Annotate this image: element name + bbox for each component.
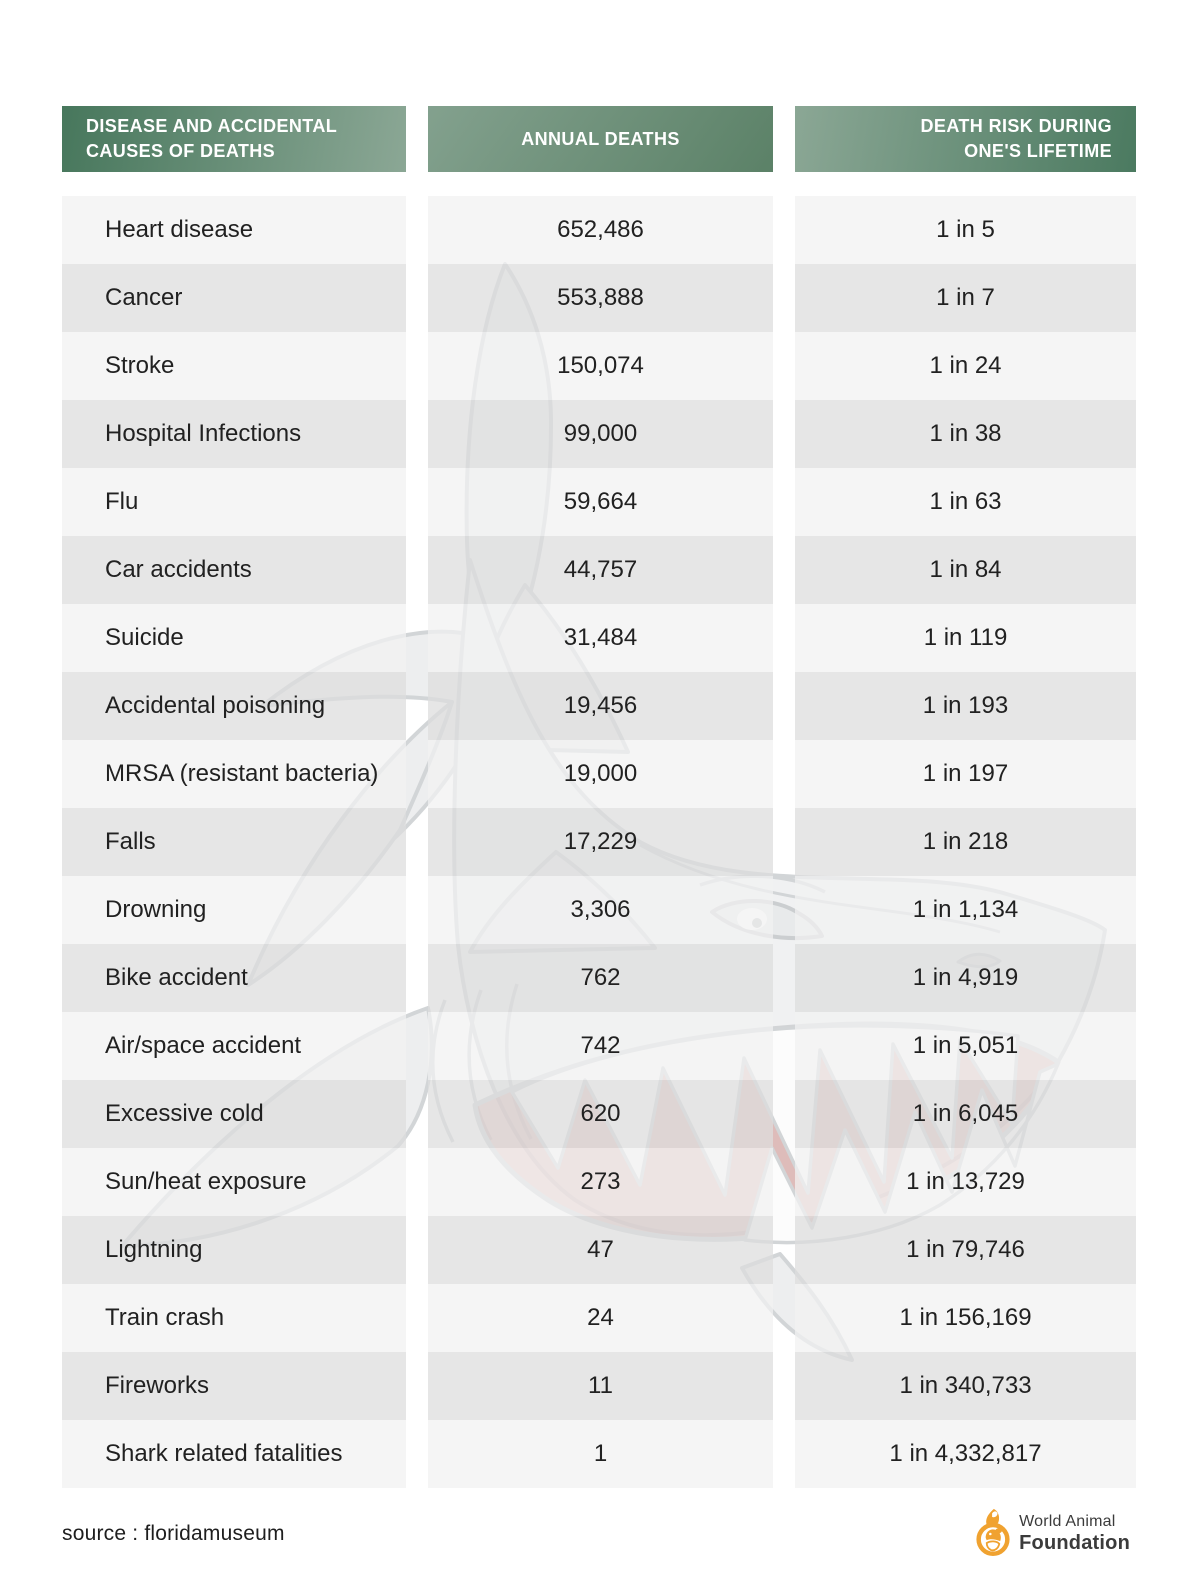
cause-cell: MRSA (resistant bacteria)	[62, 740, 406, 808]
lifetime-risk-cell: 1 in 156,169	[795, 1284, 1136, 1352]
lifetime-risk-cell: 1 in 4,332,817	[795, 1420, 1136, 1488]
cause-cell: Heart disease	[62, 196, 406, 264]
annual-deaths-cell: 3,306	[428, 876, 773, 944]
cause-cell: Air/space accident	[62, 1012, 406, 1080]
lifetime-risk-cell: 1 in 13,729	[795, 1148, 1136, 1216]
waf-logo-text	[1019, 1513, 1130, 1554]
lifetime-risk-cell: 1 in 197	[795, 740, 1136, 808]
cause-cell: Cancer	[62, 264, 406, 332]
source-credit: source : floridamuseum	[62, 1522, 285, 1545]
column-header-annual-deaths	[428, 106, 773, 172]
lifetime-risk-cell: 1 in 340,733	[795, 1352, 1136, 1420]
lifetime-risk-cell: 1 in 4,919	[795, 944, 1136, 1012]
lifetime-risk-cell: 1 in 79,746	[795, 1216, 1136, 1284]
world-animal-foundation-logo	[975, 1508, 1130, 1560]
column-header-lifetime-risk-line2: ONE'S LIFETIME	[964, 141, 1112, 161]
annual-deaths-cell: 620	[428, 1080, 773, 1148]
cause-cell: Suicide	[62, 604, 406, 672]
column-header-causes	[62, 106, 406, 172]
cause-cell: Sun/heat exposure	[62, 1148, 406, 1216]
lifetime-risk-cell: 1 in 193	[795, 672, 1136, 740]
lifetime-risk-cell: 1 in 1,134	[795, 876, 1136, 944]
annual-deaths-cell: 31,484	[428, 604, 773, 672]
annual-deaths-cell: 742	[428, 1012, 773, 1080]
column-header-annual-deaths-line1: ANNUAL DEATHS	[521, 128, 680, 149]
annual-deaths-cell: 150,074	[428, 332, 773, 400]
annual-deaths-cell: 17,229	[428, 808, 773, 876]
annual-deaths-cell: 11	[428, 1352, 773, 1420]
annual-deaths-cell: 553,888	[428, 264, 773, 332]
column-header-lifetime-risk-line1: DEATH RISK DURING	[920, 116, 1112, 136]
risk-table	[62, 106, 1137, 1488]
waf-logo-icon	[975, 1508, 1011, 1560]
annual-deaths-cell: 762	[428, 944, 773, 1012]
lifetime-risk-cell: 1 in 6,045	[795, 1080, 1136, 1148]
annual-deaths-cell: 1	[428, 1420, 773, 1488]
cause-cell: Hospital Infections	[62, 400, 406, 468]
waf-logo-line1: World Animal	[1019, 1513, 1116, 1531]
cause-cell: Car accidents	[62, 536, 406, 604]
annual-deaths-cell: 44,757	[428, 536, 773, 604]
cause-cell: Train crash	[62, 1284, 406, 1352]
lifetime-risk-cell: 1 in 24	[795, 332, 1136, 400]
footer	[62, 1502, 1130, 1566]
cause-cell: Bike accident	[62, 944, 406, 1012]
lifetime-risk-cell: 1 in 84	[795, 536, 1136, 604]
cause-cell: Falls	[62, 808, 406, 876]
annual-deaths-cell: 47	[428, 1216, 773, 1284]
cause-cell: Drowning	[62, 876, 406, 944]
annual-deaths-cell: 59,664	[428, 468, 773, 536]
cause-cell: Fireworks	[62, 1352, 406, 1420]
cause-cell: Lightning	[62, 1216, 406, 1284]
table-body	[62, 196, 1137, 1488]
cause-cell: Excessive cold	[62, 1080, 406, 1148]
lifetime-risk-cell: 1 in 218	[795, 808, 1136, 876]
lifetime-risk-cell: 1 in 63	[795, 468, 1136, 536]
annual-deaths-cell: 19,456	[428, 672, 773, 740]
column-header-causes-line2: CAUSES OF DEATHS	[86, 141, 276, 161]
annual-deaths-cell: 99,000	[428, 400, 773, 468]
lifetime-risk-cell: 1 in 38	[795, 400, 1136, 468]
cause-cell: Accidental poisoning	[62, 672, 406, 740]
annual-deaths-cell: 24	[428, 1284, 773, 1352]
table-header-row	[62, 106, 1137, 172]
cause-cell: Shark related fatalities	[62, 1420, 406, 1488]
lifetime-risk-cell: 1 in 7	[795, 264, 1136, 332]
lifetime-risk-cell: 1 in 5	[795, 196, 1136, 264]
lifetime-risk-cell: 1 in 119	[795, 604, 1136, 672]
waf-logo-line2: Foundation	[1019, 1531, 1130, 1554]
cause-cell: Stroke	[62, 332, 406, 400]
annual-deaths-cell: 273	[428, 1148, 773, 1216]
annual-deaths-cell: 652,486	[428, 196, 773, 264]
annual-deaths-cell: 19,000	[428, 740, 773, 808]
lifetime-risk-cell: 1 in 5,051	[795, 1012, 1136, 1080]
cause-cell: Flu	[62, 468, 406, 536]
column-header-causes-line1: DISEASE AND ACCIDENTAL	[86, 116, 338, 136]
column-header-lifetime-risk	[795, 106, 1136, 172]
